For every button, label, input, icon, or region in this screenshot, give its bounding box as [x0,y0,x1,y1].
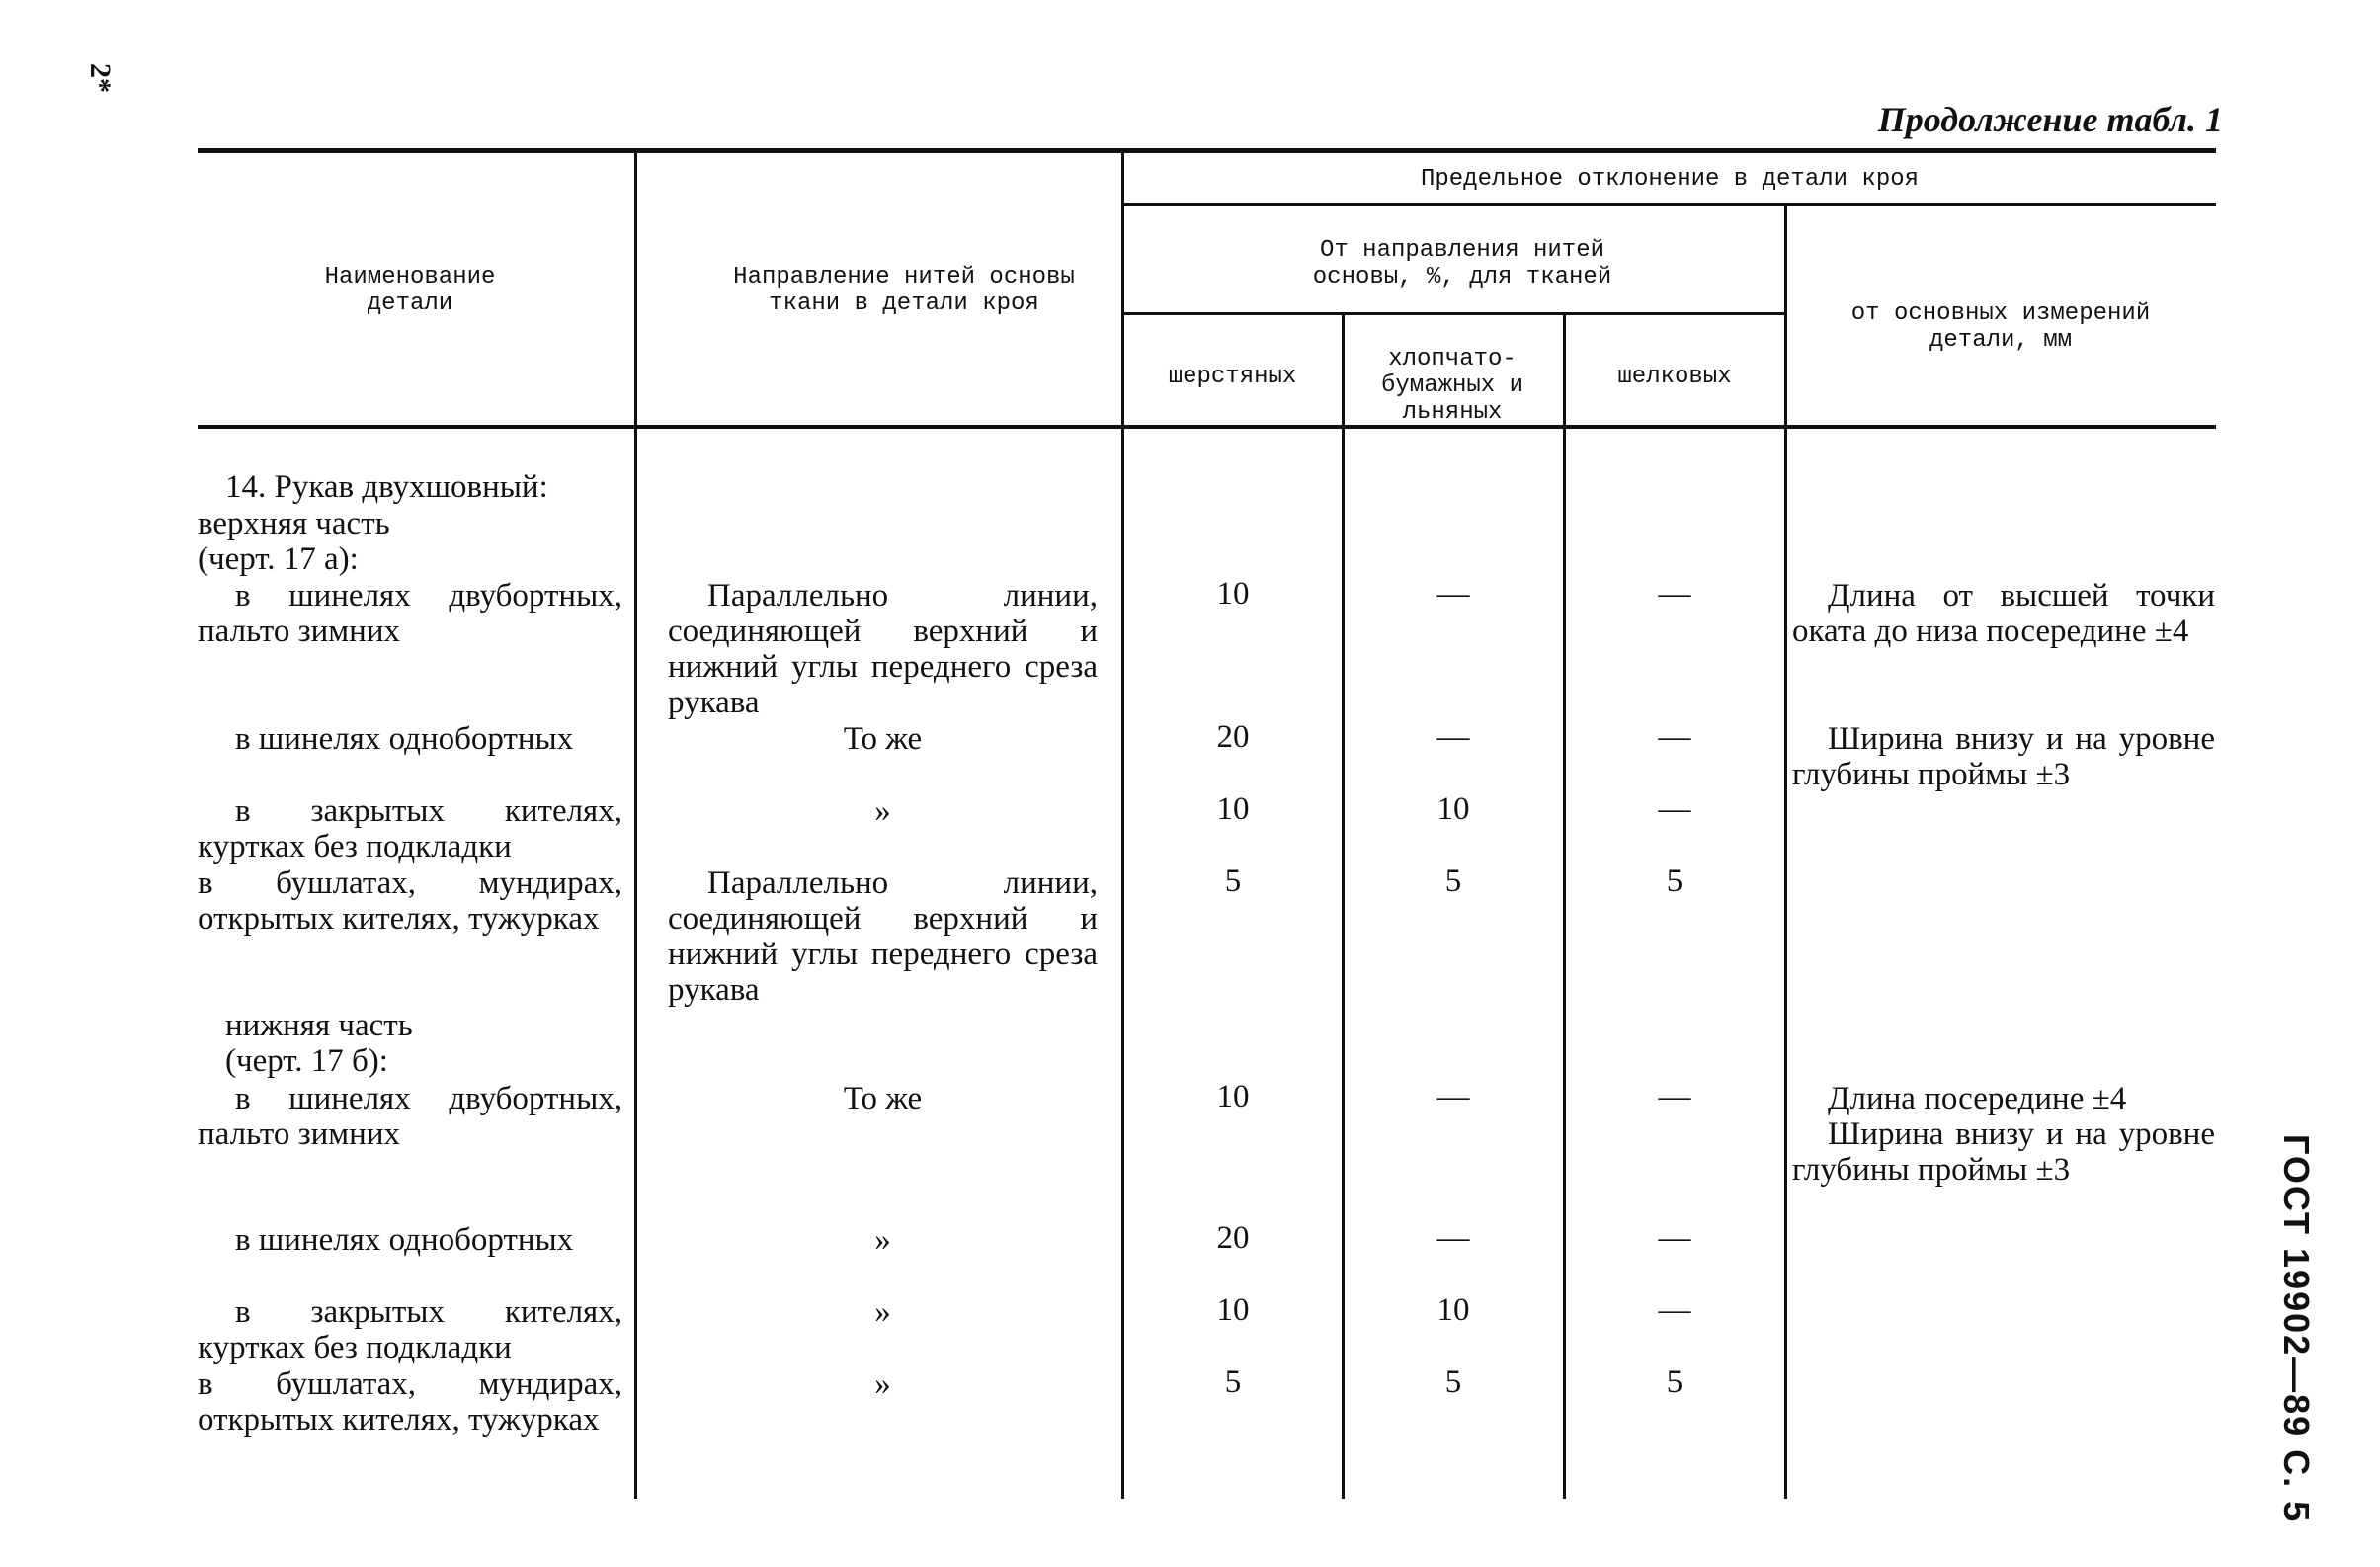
header-detail-name: Наименование детали [324,264,496,317]
value-wool: 20 [1216,1220,1250,1256]
value-cotton: — [1436,1079,1470,1114]
value-cotton: 5 [1444,1364,1462,1400]
header-thread-deviation: От направления нитей основы, %, для тканей [1312,237,1612,290]
value-silk: — [1658,791,1691,827]
value-wool: 10 [1216,576,1250,612]
value-wool: 10 [1216,1292,1250,1328]
value-wool: 20 [1216,719,1250,755]
group-label-upper: верхняя часть (черт. 17 а): [198,506,390,577]
header-group-rule [1124,203,2216,206]
value-silk: — [1658,1292,1691,1328]
item-title: 14. Рукав двухшовный: [225,469,548,505]
value-silk: — [1658,1220,1691,1256]
row-direction: То же [843,721,923,757]
row-measure: Длина посередине ±4 [1828,1081,2127,1116]
value-silk: 5 [1666,1364,1683,1400]
page-corner-mark: 2* [84,63,117,93]
value-cotton: — [1436,576,1470,612]
value-cotton: — [1436,1220,1470,1256]
value-cotton: 10 [1436,791,1470,827]
row-name: в шинелях двубортных, пальто зимних [198,578,622,649]
value-wool: 10 [1216,791,1250,827]
header-thread-direction: Направление нитей основы ткани в детали кроя [733,264,1075,317]
value-wool: 5 [1224,1364,1242,1400]
value-silk: — [1658,1079,1691,1114]
value-silk: — [1658,719,1691,755]
value-silk: — [1658,576,1691,612]
row-name: в закрытых кителях, куртках без подкладки [198,1294,622,1365]
value-cotton: 5 [1444,864,1462,899]
header-cotton-linen: хлопчато-бумажных и льняных [1380,346,1524,426]
value-wool: 10 [1216,1079,1250,1114]
row-direction: » [874,1294,891,1330]
row-direction: » [874,793,891,829]
row-measure: Ширина внизу и на уровне глубины проймы ±3 [1792,721,2215,792]
row-direction: » [874,1222,891,1258]
row-direction: То же [843,1081,923,1116]
row-direction: » [874,1366,891,1402]
row-direction: Параллельно линии, соединяющей верхний и нижний углы переднего среза рукава [668,578,1098,720]
group-label-lower: нижняя часть (черт. 17 б): [225,1008,413,1079]
column-divider-1 [634,153,637,1499]
header-bottom-rule [198,425,2216,429]
row-direction: Параллельно линии, соединяющей верхний и нижний углы переднего среза рукава [668,866,1098,1008]
standard-page-label: ГОСТ 19902—89 С. 5 [2276,1134,2317,1524]
row-name: в шинелях однобортных [235,721,574,757]
header-wool: шерстяных [1168,364,1297,390]
table-top-rule [198,148,2216,153]
header-subgroup-rule [1124,312,1786,315]
row-name: в бушлатах, мундирах, открытых кителях, тужурках [198,1366,622,1438]
column-divider-5 [1784,206,1787,1499]
row-name: в закрытых кителях, куртках без подкладки [198,793,622,865]
value-wool: 5 [1224,864,1242,899]
value-silk: 5 [1666,864,1683,899]
row-measure: Длина от высшей точки оката до низа посередине ±4 [1792,578,2215,649]
header-main-measurements: от основных измерений детали, мм [1850,300,2151,354]
row-name: в шинелях однобортных [235,1222,574,1258]
table-continuation-caption: Продолжение табл. 1 [1877,100,2223,139]
header-max-deviation: Предельное отклонение в детали кроя [1420,166,1920,193]
header-silk: шелковых [1617,364,1732,390]
row-name: в бушлатах, мундирах, открытых кителях, тужурках [198,866,622,937]
row-measure: Ширина внизу и на уровне глубины проймы ±3 [1792,1116,2215,1188]
value-cotton: 10 [1436,1292,1470,1328]
row-name: в шинелях двубортных, пальто зимних [198,1081,622,1152]
value-cotton: — [1436,719,1470,755]
